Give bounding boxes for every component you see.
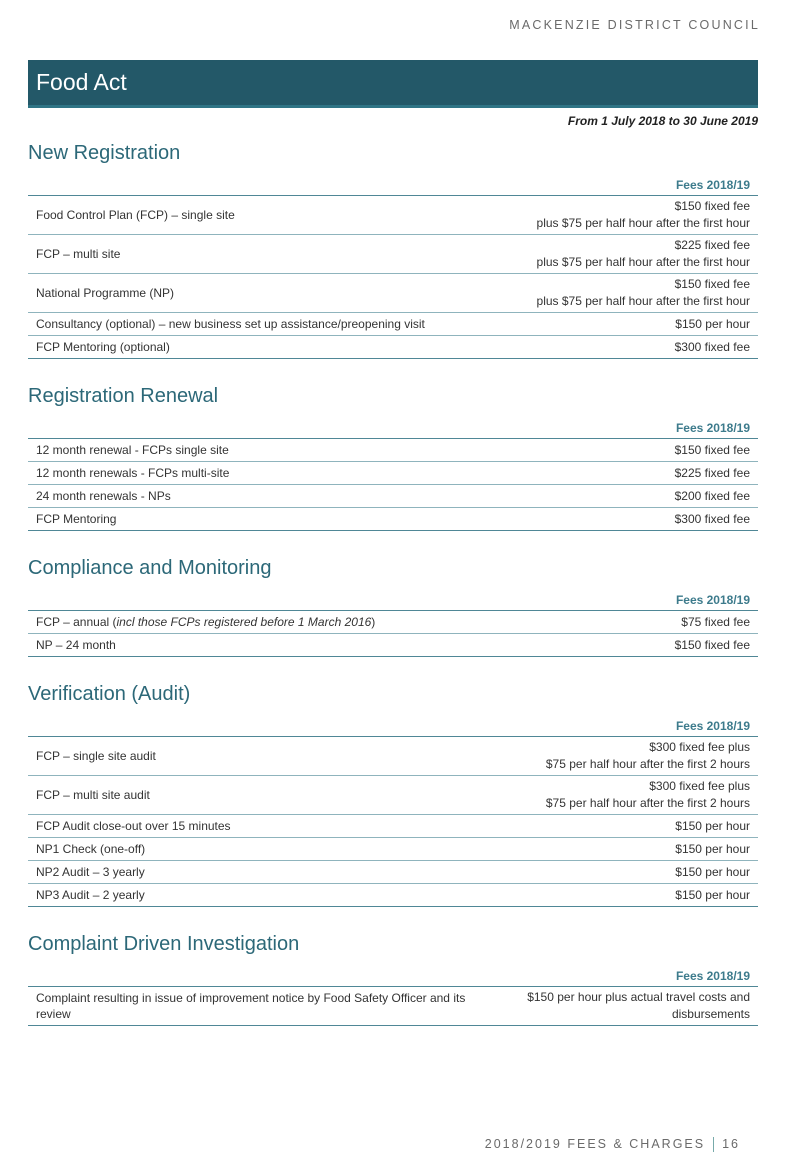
fee-table xyxy=(28,987,758,1026)
fee-amount-line: $300 fixed fee plus xyxy=(649,740,750,754)
fee-description-text: NP2 Audit – 3 yearly xyxy=(36,865,145,879)
fee-amount xyxy=(675,465,750,482)
fee-amount-line: $225 fixed fee xyxy=(674,238,750,252)
fee-row xyxy=(28,815,758,838)
fee-description xyxy=(36,511,675,527)
fee-table xyxy=(28,737,758,907)
fee-description xyxy=(36,442,675,458)
fee-amount xyxy=(675,818,750,835)
fee-row xyxy=(28,737,758,776)
fee-section xyxy=(28,381,758,531)
fee-description-text: NP3 Audit – 2 yearly xyxy=(36,888,145,902)
fee-description xyxy=(36,748,546,764)
period-label: From 1 July 2018 to 30 June 2019 xyxy=(567,114,758,128)
fee-description xyxy=(36,316,675,332)
fee-amount xyxy=(675,637,750,654)
fee-amount xyxy=(675,887,750,904)
fee-description xyxy=(36,339,675,355)
fee-amount xyxy=(537,198,750,232)
fee-section xyxy=(28,553,758,657)
page-banner xyxy=(28,60,758,108)
fee-description xyxy=(36,246,537,262)
fee-row xyxy=(28,884,758,907)
fee-section xyxy=(28,929,758,1026)
fee-amount-line: $150 fixed fee xyxy=(674,637,750,652)
fee-row xyxy=(28,439,758,462)
fee-description-text: FCP – single site audit xyxy=(36,749,156,763)
fee-amount-line: $150 per hour xyxy=(675,887,750,902)
fee-amount xyxy=(675,442,750,459)
fee-amount-line: plus $75 per half hour after the first hour xyxy=(536,294,750,308)
fee-description xyxy=(36,887,675,903)
fee-amount-line: $300 fixed fee xyxy=(674,339,750,354)
fee-amount xyxy=(546,778,750,812)
fee-row xyxy=(28,462,758,485)
footer-separator xyxy=(713,1137,714,1152)
fee-amount xyxy=(675,316,750,333)
section-title: New Registration xyxy=(28,142,181,164)
fee-amount-line: $150 fixed fee xyxy=(674,442,750,457)
fee-amount-line: $75 fixed fee xyxy=(681,614,750,629)
fee-amount-line: $150 per hour xyxy=(675,316,750,331)
fee-amount-line: $200 fixed fee xyxy=(674,488,750,503)
fee-description-text-after: ) xyxy=(371,615,376,629)
fee-amount xyxy=(681,614,750,631)
fee-description-text: NP1 Check (one-off) xyxy=(36,842,146,856)
fee-amount xyxy=(675,488,750,505)
fee-description-text: FCP – multi site audit xyxy=(36,788,150,802)
fees-column-header: Fees 2018/19 xyxy=(28,719,758,737)
fee-table xyxy=(28,196,758,359)
fee-amount xyxy=(675,841,750,858)
fee-sections xyxy=(28,138,758,1048)
fee-row xyxy=(28,987,758,1026)
fee-description-text: 12 month renewal - FCPs single site xyxy=(36,443,229,457)
fee-description-text: Consultancy (optional) – new business set up assistance/preopening visit xyxy=(36,317,425,331)
fee-row xyxy=(28,838,758,861)
fee-description xyxy=(36,285,537,301)
fee-description xyxy=(36,787,546,803)
fee-amount-line: $150 fixed fee xyxy=(674,277,750,291)
fee-description xyxy=(36,207,537,223)
fee-description-text: FCP – multi site xyxy=(36,247,121,261)
fee-description-text: FCP Mentoring xyxy=(36,512,117,526)
fee-amount-line: $75 per half hour after the first 2 hours xyxy=(545,796,750,810)
fee-description-text: 12 month renewals - FCPs multi-site xyxy=(36,466,230,480)
fees-column-header: Fees 2018/19 xyxy=(28,421,758,439)
banner-title: Food Act xyxy=(36,69,127,95)
fee-amount-line: $150 per hour plus actual travel costs and disbursements xyxy=(527,990,750,1021)
fee-description-text: FCP Mentoring (optional) xyxy=(36,340,170,354)
fee-section xyxy=(28,679,758,907)
fee-amount xyxy=(675,864,750,881)
fee-table xyxy=(28,611,758,657)
fee-description xyxy=(36,488,675,504)
fee-description xyxy=(36,614,681,630)
section-title: Verification (Audit) xyxy=(28,683,191,705)
fee-description-italic: incl those FCPs registered before 1 March 2016 xyxy=(116,615,372,629)
fee-amount-line: $300 fixed fee plus xyxy=(649,779,750,793)
fee-description-text: 24 month renewals - NPs xyxy=(36,489,171,503)
fee-description-text: Complaint resulting in issue of improvement notice by Food Safety Officer and its review xyxy=(36,991,466,1021)
fee-row xyxy=(28,336,758,359)
fee-amount-line: $150 fixed fee xyxy=(674,199,750,213)
fee-amount-line: $225 fixed fee xyxy=(674,465,750,480)
fee-description-text: FCP Audit close-out over 15 minutes xyxy=(36,819,231,833)
fee-description-text: NP – 24 month xyxy=(36,638,116,652)
fee-row xyxy=(28,485,758,508)
fee-amount xyxy=(537,237,750,271)
fee-table xyxy=(28,439,758,531)
page-footer xyxy=(485,1137,740,1152)
council-name: MACKENZIE DISTRICT COUNCIL xyxy=(509,18,760,32)
fee-amount xyxy=(546,739,750,773)
fee-amount xyxy=(675,339,750,356)
fee-description-text: National Programme (NP) xyxy=(36,286,175,300)
fee-amount-line: $150 per hour xyxy=(675,841,750,856)
fee-row xyxy=(28,508,758,531)
section-title: Compliance and Monitoring xyxy=(28,557,272,579)
fee-row xyxy=(28,634,758,657)
page-number: 16 xyxy=(722,1137,740,1151)
section-title: Registration Renewal xyxy=(28,385,219,407)
fee-description xyxy=(36,637,675,653)
fee-amount xyxy=(510,989,750,1023)
fee-amount xyxy=(675,511,750,528)
fee-amount-line: $75 per half hour after the first 2 hours xyxy=(545,757,750,771)
fee-description xyxy=(36,841,675,857)
footer-label: 2018/2019 FEES & CHARGES xyxy=(484,1137,706,1151)
fee-amount-line: $150 per hour xyxy=(675,818,750,833)
fee-description xyxy=(36,465,675,481)
fee-description-text: Food Control Plan (FCP) – single site xyxy=(36,208,235,222)
fee-section xyxy=(28,138,758,359)
fees-column-header: Fees 2018/19 xyxy=(28,178,758,196)
fee-row xyxy=(28,196,758,235)
fee-amount-line: $150 per hour xyxy=(675,864,750,879)
fee-row xyxy=(28,776,758,815)
fee-row xyxy=(28,235,758,274)
fee-row xyxy=(28,274,758,313)
fee-amount-line: plus $75 per half hour after the first hour xyxy=(536,216,750,230)
fee-description-text: FCP – annual ( xyxy=(36,615,117,629)
fees-column-header: Fees 2018/19 xyxy=(28,593,758,611)
fee-amount-line: $300 fixed fee xyxy=(674,511,750,526)
fee-row xyxy=(28,313,758,336)
fee-description xyxy=(36,990,510,1022)
fee-row xyxy=(28,611,758,634)
fee-description xyxy=(36,818,675,834)
section-title: Complaint Driven Investigation xyxy=(28,933,300,955)
fee-description xyxy=(36,864,675,880)
fee-amount-line: plus $75 per half hour after the first hour xyxy=(536,255,750,269)
fee-row xyxy=(28,861,758,884)
fee-amount xyxy=(537,276,750,310)
fees-column-header: Fees 2018/19 xyxy=(28,969,758,987)
